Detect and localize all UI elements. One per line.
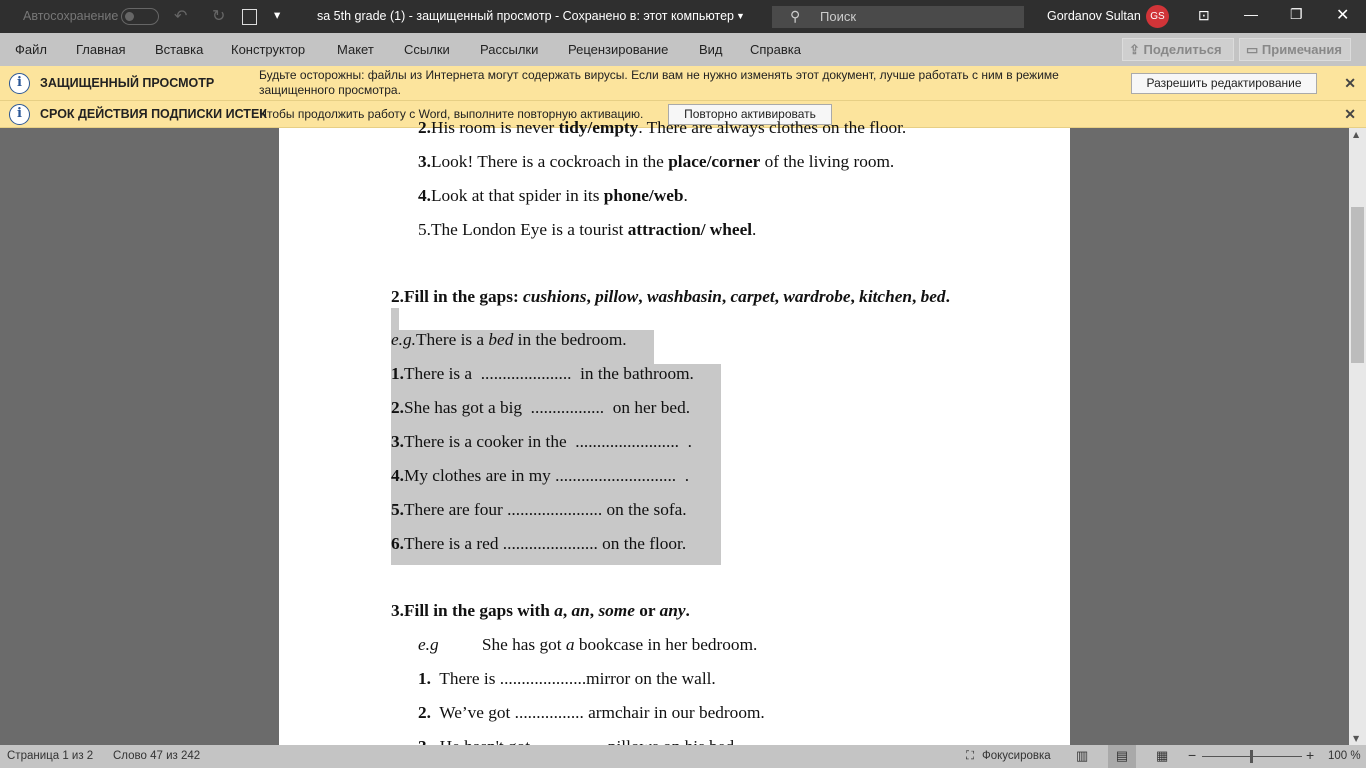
text-run: , [589, 601, 599, 620]
zoom-slider-thumb[interactable] [1250, 750, 1253, 763]
document-line [418, 152, 894, 172]
page-count[interactable]: Страница 1 из 2 [7, 750, 94, 762]
text-run: of the living room. [760, 152, 895, 171]
save-icon[interactable] [242, 9, 257, 25]
text-run: any [659, 601, 686, 620]
zoom-out-icon[interactable]: − [1188, 747, 1197, 763]
zoom-level[interactable]: 100 % [1328, 750, 1361, 762]
document-title[interactable]: sa 5th grade (1) - защищенный просмотр - Сохранено в: этот компьютер [317, 9, 734, 23]
minimize-icon[interactable]: — [1244, 6, 1258, 22]
comments-label: Примечания [1261, 42, 1342, 57]
tab-insert[interactable]: Вставка [155, 42, 204, 57]
avatar[interactable]: GS [1146, 5, 1169, 28]
text-run: There are four ...................... on the sofa. [403, 500, 687, 519]
text-run: in the bedroom. [513, 330, 627, 349]
document-line [418, 703, 765, 723]
scroll-up-icon[interactable]: ▲ [1353, 130, 1360, 139]
text-run: 1. [391, 364, 404, 383]
share-label: Поделиться [1143, 42, 1222, 57]
text-run: , [721, 287, 731, 306]
text-run: 2. [418, 703, 431, 722]
text-run: bed [488, 330, 514, 349]
ribbon-tabs [0, 33, 1366, 66]
text-run: 3. [391, 432, 404, 451]
text-run: . [752, 220, 757, 239]
document-line [418, 220, 756, 240]
document-line [391, 398, 690, 418]
comments-button[interactable] [1239, 38, 1351, 61]
search-input[interactable] [772, 6, 1024, 28]
close-icon[interactable]: ✕ [1336, 7, 1350, 24]
text-run: Look at that spider in its [430, 186, 604, 205]
text-run: 4. [391, 466, 404, 485]
text-run: , [586, 287, 596, 306]
reactivate-button[interactable]: Повторно активировать [668, 104, 832, 125]
text-run: attraction/ wheel [627, 220, 753, 239]
text-run: . There are always clothes on the floor. [638, 118, 907, 137]
text-run: cushions [523, 287, 587, 306]
text-run: phone/web [603, 186, 684, 205]
tab-home[interactable]: Главная [76, 42, 126, 57]
text-run: 3.Fill in the gaps with [391, 601, 555, 620]
text-run: 1. [418, 669, 431, 688]
focus-icon[interactable]: ⛶ [966, 750, 975, 762]
share-icon: ⇪ [1129, 42, 1144, 57]
subscription-message: Чтобы продолжить работу с Word, выполните повторную активацию. [259, 107, 644, 121]
autosave-label: Автосохранение [23, 9, 119, 23]
comment-icon: ▭ [1246, 42, 1262, 57]
text-run: a [554, 601, 563, 620]
text-run: 4. [418, 186, 431, 205]
tab-mailings[interactable]: Рассылки [480, 42, 539, 57]
text-run: 5. [391, 500, 404, 519]
info-icon: i [9, 104, 30, 125]
text-run: , [850, 287, 860, 306]
selection-highlight [391, 308, 399, 330]
text-run: some [598, 601, 635, 620]
document-line [391, 500, 687, 520]
tab-file[interactable]: Файл [15, 42, 47, 57]
document-line [418, 118, 906, 138]
protected-view-message: Будьте осторожны: файлы из Интернета могут содержать вирусы. Если вам не нужно изменять этот документ, лучше работать с ним в режиме защищенного просмотра. [259, 68, 1059, 97]
text-run: or [634, 601, 660, 620]
text-run: an [571, 601, 590, 620]
web-layout-icon[interactable]: ▦ [1156, 748, 1169, 763]
text-run: carpet [730, 287, 775, 306]
text-run: . [683, 186, 688, 205]
close-icon[interactable]: ✕ [1344, 75, 1356, 91]
text-run: , [911, 287, 921, 306]
text-run: 5.The London Eye is a tourist [418, 220, 628, 239]
text-run: There is a red ...................... on the floor. [403, 534, 687, 553]
document-line [418, 669, 716, 689]
text-run: washbasin [646, 287, 722, 306]
text-run: 2. [391, 398, 404, 417]
status-bar [0, 745, 1366, 768]
text-run: My clothes are in my ............................ . [403, 466, 690, 485]
document-line [391, 364, 694, 384]
focus-mode-button[interactable]: Фокусировка [982, 750, 1051, 762]
text-run: bed [920, 287, 946, 306]
text-run: There is a [415, 330, 489, 349]
text-run: , [638, 287, 647, 306]
text-run: We’ve got ................ armchair in our bedroom. [430, 703, 765, 722]
zoom-in-icon[interactable]: + [1306, 747, 1315, 763]
text-run: place/corner [668, 152, 761, 171]
text-run: , [562, 601, 572, 620]
text-run: e.g. [391, 330, 416, 349]
text-run: 2.Fill in the gaps: [391, 287, 524, 306]
text-run: There is a ..................... in the bathroom. [403, 364, 694, 383]
text-run: Look! There is a cockroach in the [430, 152, 669, 171]
text-run: 6. [391, 534, 404, 553]
title-bar [0, 0, 1366, 33]
subscription-title: СРОК ДЕЙСТВИЯ ПОДПИСКИ ИСТЕК [40, 107, 267, 121]
document-line [418, 635, 757, 655]
text-run: wardrobe [783, 287, 851, 306]
close-icon[interactable]: ✕ [1344, 106, 1356, 122]
tab-references[interactable]: Ссылки [404, 42, 450, 57]
enable-editing-button[interactable]: Разрешить редактирование [1131, 73, 1317, 94]
text-run: a [565, 635, 575, 654]
document-line [391, 601, 690, 621]
read-mode-icon[interactable]: ▥ [1076, 748, 1089, 763]
text-run: bookcase in her bedroom. [574, 635, 758, 654]
text-run: e.g [418, 635, 439, 654]
text-run: There is a cooker in the ........................ . [403, 432, 692, 451]
document-line [391, 534, 686, 554]
tab-view[interactable]: Вид [699, 42, 723, 57]
tab-review[interactable]: Рецензирование [568, 42, 669, 57]
text-run: There is ....................mirror on the wall. [430, 669, 716, 688]
text-run: 2. [418, 118, 431, 137]
text-run: . [685, 601, 690, 620]
text-run: pillow [595, 287, 639, 306]
document-page[interactable] [279, 118, 1070, 745]
undo-icon[interactable]: ↶ [174, 8, 188, 25]
search-placeholder: Поиск [820, 9, 857, 24]
scrollbar-thumb[interactable] [1351, 207, 1364, 363]
protected-view-title: ЗАЩИЩЕННЫЙ ПРОСМОТР [40, 76, 215, 90]
search-icon: ⚲ [790, 8, 801, 24]
ribbon-display-icon[interactable]: ⊡ [1198, 7, 1210, 23]
scroll-down-icon[interactable]: ▼ [1353, 734, 1360, 743]
text-run: kitchen [859, 287, 912, 306]
document-line [391, 466, 689, 486]
text-run: tidy/empty [558, 118, 639, 137]
word-count[interactable]: Слово 47 из 242 [113, 750, 201, 762]
customize-toolbar-icon[interactable]: ▾ [274, 8, 281, 22]
tab-help[interactable]: Справка [750, 42, 801, 57]
text-run: , [774, 287, 784, 306]
shield-info-icon: i [9, 73, 30, 94]
share-button[interactable] [1122, 38, 1234, 61]
tab-design[interactable]: Конструктор [231, 42, 306, 57]
user-name[interactable]: Gordanov Sultan [1047, 9, 1141, 23]
document-line [391, 432, 692, 452]
text-run: She has got [438, 635, 566, 654]
protected-view-bar [0, 66, 1366, 101]
text-run: His room is never [430, 118, 559, 137]
text-run: She has got a big ................. on her bed. [403, 398, 691, 417]
document-line [418, 186, 688, 206]
print-layout-icon[interactable]: ▤ [1108, 745, 1136, 768]
document-line [391, 287, 950, 307]
text-run: 3. [418, 152, 431, 171]
tab-layout[interactable]: Макет [337, 42, 374, 57]
redo-icon[interactable]: ↻ [212, 8, 226, 25]
autosave-toggle[interactable] [121, 8, 159, 25]
chevron-down-icon[interactable]: ▼ [736, 11, 745, 21]
text-run: . [945, 287, 950, 306]
restore-icon[interactable]: ❐ [1290, 6, 1303, 22]
document-line [391, 330, 627, 350]
